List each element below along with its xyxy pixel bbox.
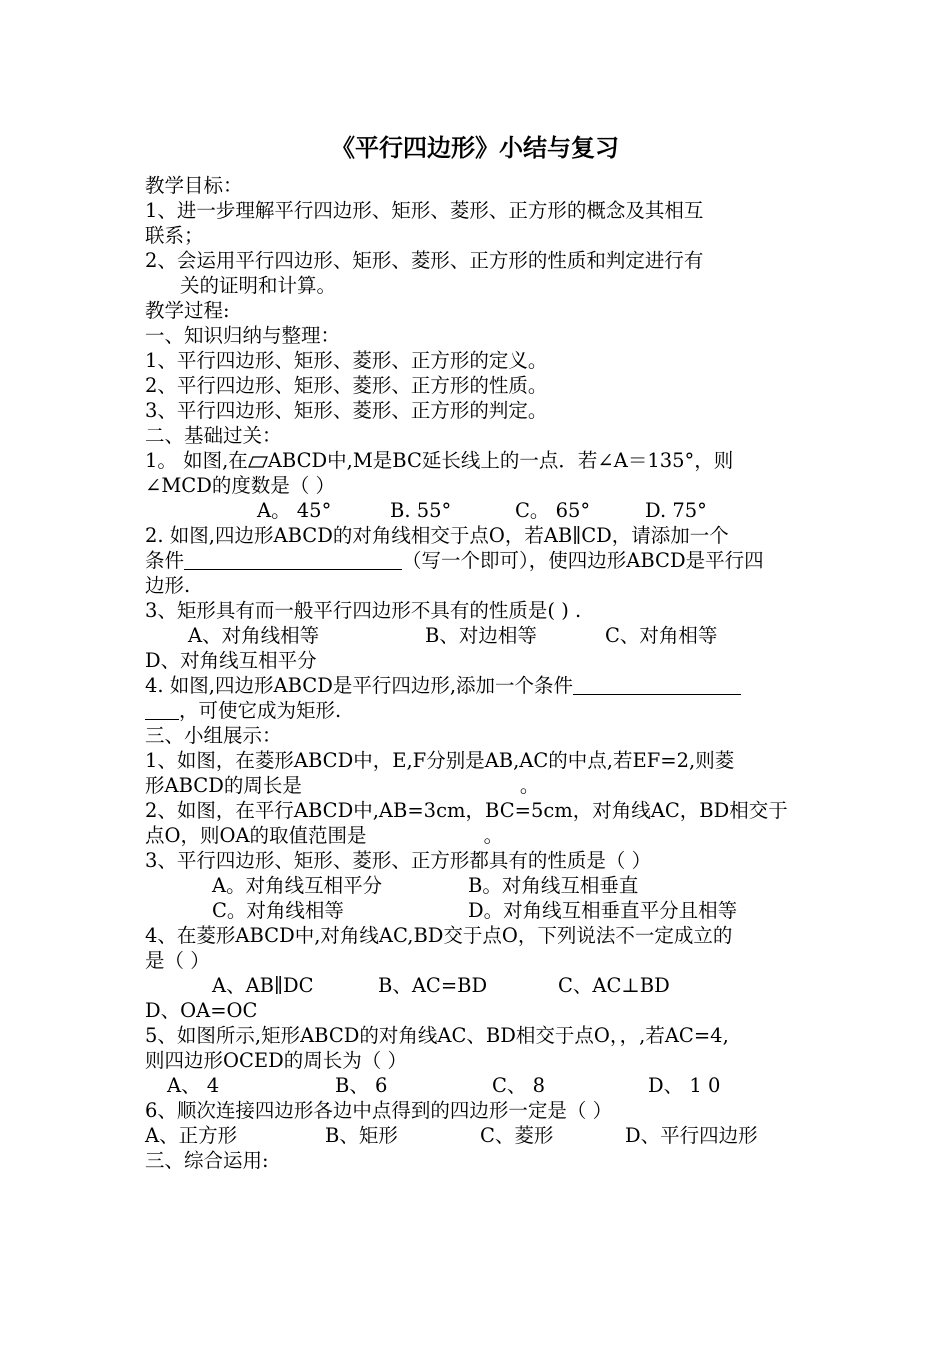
answer-blank[interactable] bbox=[145, 699, 179, 720]
group-question-4-line-2: 是（ ） bbox=[145, 949, 210, 972]
question-2-line-2 bbox=[145, 548, 810, 573]
knowledge-item-3: 3、平行四边形、矩形、菱形、正方形的判定。 bbox=[145, 399, 548, 422]
question-1-line-1 bbox=[145, 448, 810, 473]
goal-1-line-2: 联系； bbox=[145, 224, 204, 247]
question-4-line-2 bbox=[145, 698, 810, 723]
g3-option-b: B。对角线互相垂直 bbox=[468, 874, 639, 897]
question-3-options bbox=[145, 623, 810, 648]
knowledge-item-1: 1、平行四边形、矩形、菱形、正方形的定义。 bbox=[145, 349, 548, 372]
parallelogram-symbol-icon bbox=[248, 456, 268, 467]
group-question-5-options bbox=[145, 1073, 810, 1098]
q1-option-c: C。 65° bbox=[515, 499, 591, 522]
section-3-heading: 三、小组展示： bbox=[145, 724, 282, 747]
question-2-prefix: 条件 bbox=[145, 549, 185, 572]
group-question-5-line-2: 则四边形OCED的周长为（ ） bbox=[145, 1049, 407, 1072]
group-question-4-line-1: 4、在菱形ABCD中,对角线AC,BD交于点O，下列说法不一定成立的 bbox=[145, 924, 733, 947]
answer-blank[interactable] bbox=[573, 674, 741, 695]
group-question-1-text: 形ABCD的周长是 bbox=[145, 774, 302, 797]
teaching-process-heading: 教学过程: bbox=[145, 299, 230, 322]
answer-blank[interactable] bbox=[184, 549, 402, 570]
group-question-6-line: 6、顺次连接四边形各边中点得到的四边形一定是（ ） bbox=[145, 1099, 613, 1122]
q3-option-d: D、对角线互相平分 bbox=[145, 649, 317, 672]
question-1-options bbox=[145, 498, 810, 523]
group-question-3-options-row-2 bbox=[145, 898, 810, 923]
g3-option-d: D。对角线互相垂直平分且相等 bbox=[468, 899, 738, 922]
teaching-goals-heading: 教学目标： bbox=[145, 174, 243, 197]
question-4-prefix: 4. 如图,四边形ABCD是平行四边形,添加一个条件 bbox=[145, 674, 574, 697]
q1-option-a: A。 45° bbox=[257, 499, 332, 522]
g5-option-a: A、 4 bbox=[167, 1074, 220, 1097]
document-body bbox=[145, 173, 810, 1173]
section-1-heading: 一、知识归纳与整理： bbox=[145, 324, 341, 347]
group-question-3-options-row-1 bbox=[145, 873, 810, 898]
g4-option-b: B、AC=BD bbox=[378, 974, 488, 997]
g6-option-b: B、矩形 bbox=[325, 1124, 398, 1147]
group-question-5-line-1: 5、如图所示,矩形ABCD的对角线AC、BD相交于点O，，,若AC=4, bbox=[145, 1024, 729, 1047]
q1-option-b: B. 55° bbox=[390, 499, 452, 522]
group-question-2-line-1: 2、如图，在平行ABCD中,AB=3cm，BC=5cm，对角线AC，BD相交于 bbox=[145, 799, 788, 822]
g4-option-c: C、AC⊥BD bbox=[558, 974, 670, 997]
g4-option-d: D、OA=OC bbox=[145, 999, 258, 1022]
g5-option-d: D、 1 0 bbox=[648, 1074, 721, 1097]
section-4-heading: 三、综合运用: bbox=[145, 1149, 269, 1172]
g5-option-c: C、 8 bbox=[492, 1074, 546, 1097]
section-2-heading: 二、基础过关： bbox=[145, 424, 282, 447]
group-question-2-end: 。 bbox=[483, 824, 504, 847]
question-2-line-1: 2. 如图,四边形ABCD的对角线相交于点O，若AB∥CD，请添加一个 bbox=[145, 524, 729, 547]
question-1-prefix: 1。 如图,在 bbox=[145, 449, 248, 472]
question-1-text: ABCD中,M是BC延长线上的一点．若∠A＝135°，则 bbox=[267, 449, 734, 472]
group-question-4-options bbox=[145, 973, 810, 998]
q1-option-d: D. 75° bbox=[645, 499, 707, 522]
q3-option-c: C、对角相等 bbox=[605, 624, 718, 647]
question-2-suffix: （写一个即可），使四边形ABCD是平行四 bbox=[402, 549, 764, 572]
group-question-1-line-1: 1、如图，在菱形ABCD中，E,F分别是AB,AC的中点,若EF=2,则菱 bbox=[145, 749, 735, 772]
question-4-line-1 bbox=[145, 673, 810, 698]
question-1-line-2: ∠MCD的度数是（ ） bbox=[145, 474, 336, 497]
g3-option-a: A。对角线互相平分 bbox=[212, 874, 383, 897]
g3-option-c: C。对角线相等 bbox=[212, 899, 344, 922]
goal-2-line-1: 2、会运用平行四边形、矩形、菱形、正方形的性质和判定进行有 bbox=[145, 249, 704, 272]
question-4-suffix: ，可使它成为矩形. bbox=[179, 699, 342, 722]
goal-2-line-2: 关的证明和计算。 bbox=[180, 274, 337, 297]
g5-option-b: B、 6 bbox=[335, 1074, 388, 1097]
g4-option-a: A、AB∥DC bbox=[212, 974, 314, 997]
q3-option-a: A、对角线相等 bbox=[188, 624, 320, 647]
question-2-line-3: 边形. bbox=[145, 574, 191, 597]
g6-option-c: C、菱形 bbox=[480, 1124, 554, 1147]
group-question-6-options bbox=[145, 1123, 810, 1148]
g6-option-a: A、正方形 bbox=[145, 1124, 238, 1147]
group-question-1-end: 。 bbox=[519, 774, 540, 797]
group-question-2-line-2 bbox=[145, 823, 810, 848]
g6-option-d: D、平行四边形 bbox=[625, 1124, 758, 1147]
group-question-2-text: 点O，则OA的取值范围是 bbox=[145, 824, 367, 847]
group-question-3-line: 3、平行四边形、矩形、菱形、正方形都具有的性质是（ ） bbox=[145, 849, 652, 872]
page-title: 《平行四边形》小结与复习 bbox=[331, 133, 619, 162]
question-3-line: 3、矩形具有而一般平行四边形不具有的性质是( ) . bbox=[145, 599, 582, 622]
group-question-1-line-2 bbox=[145, 773, 810, 798]
q3-option-b: B、对边相等 bbox=[425, 624, 537, 647]
goal-1-line-1: 1、进一步理解平行四边形、矩形、菱形、正方形的概念及其相互 bbox=[145, 199, 704, 222]
knowledge-item-2: 2、平行四边形、矩形、菱形、正方形的性质。 bbox=[145, 374, 548, 397]
